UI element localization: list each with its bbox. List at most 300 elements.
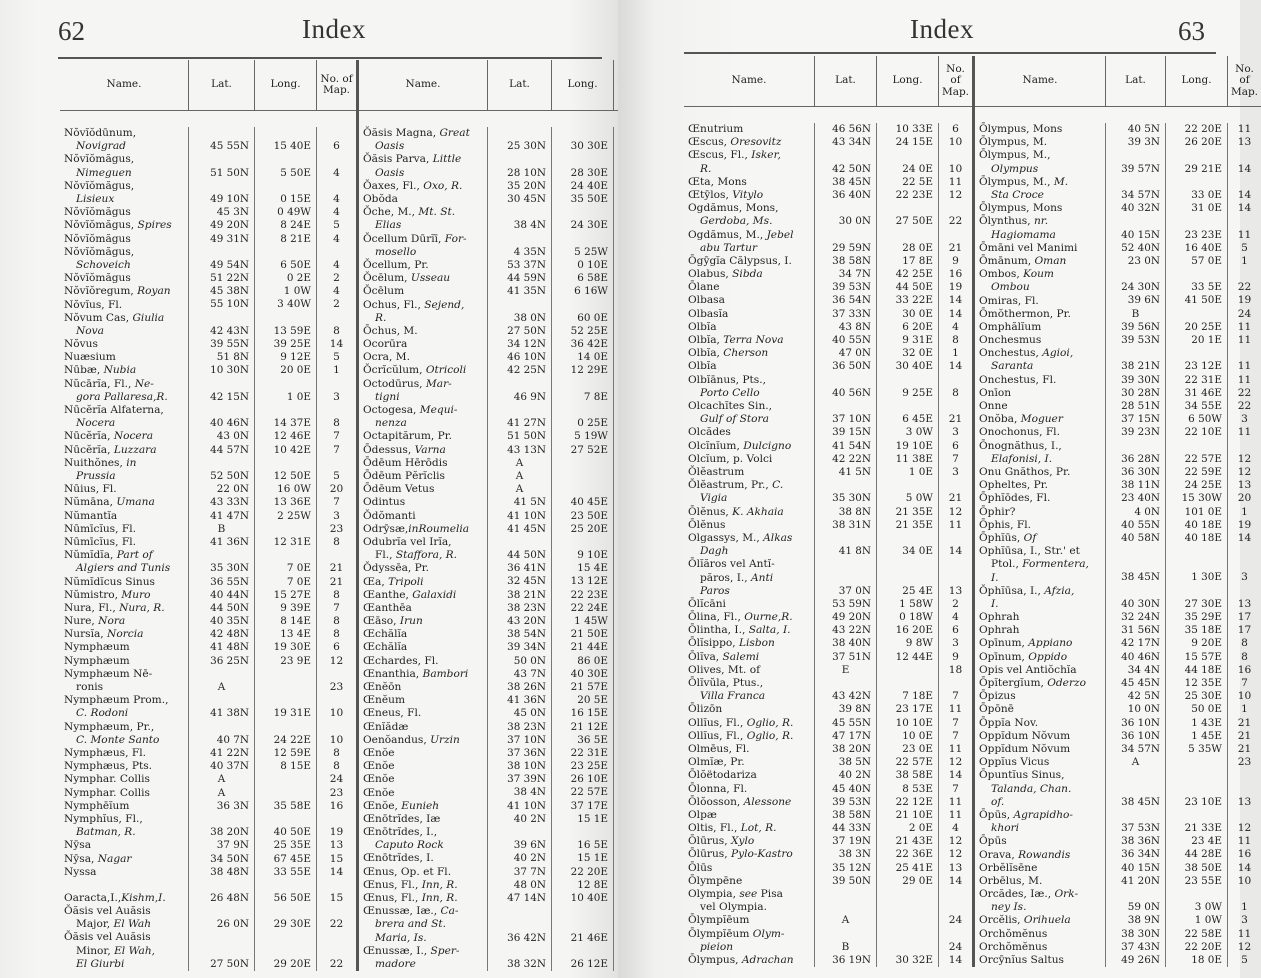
spacer xyxy=(189,879,254,892)
entry-name-line xyxy=(64,839,185,852)
entry-name-line xyxy=(64,787,185,800)
entry-name xyxy=(359,905,487,945)
entry-name xyxy=(684,308,814,321)
header-name: Name. xyxy=(1022,74,1058,87)
entry-name xyxy=(60,800,188,813)
ancient-name: Omiras, Fl. xyxy=(979,294,1039,307)
entry-lat: 51 50N xyxy=(210,166,249,179)
entry-name xyxy=(359,153,487,179)
page-title: Index xyxy=(910,14,974,44)
entry-name-line xyxy=(979,611,1102,624)
entry-name-line xyxy=(979,532,1102,545)
entry-lat: 42 25N xyxy=(507,364,546,377)
table-header xyxy=(684,56,972,107)
entry-name-line xyxy=(64,391,185,404)
entry-long xyxy=(1166,756,1227,769)
entry-name xyxy=(975,321,1105,334)
entry-long: 31 0E xyxy=(1191,202,1222,215)
entry-name-line xyxy=(979,189,1102,202)
entry-name-line xyxy=(363,694,484,707)
entry-lat: 37 15N xyxy=(1121,413,1160,426)
modern-name: Bambori xyxy=(422,667,469,680)
entry-lat: 38 23N xyxy=(507,720,546,733)
entry-name-line xyxy=(979,703,1102,716)
entry-lat: 39 34N xyxy=(507,641,546,654)
entry-long: 23 55E xyxy=(1184,874,1222,887)
entry-name-line xyxy=(979,769,1102,782)
ancient-name: Pisa xyxy=(757,888,783,901)
modern-name: Novigrad xyxy=(76,140,126,153)
entry-name xyxy=(975,651,1105,664)
entry-name xyxy=(359,760,487,773)
modern-name: gora Pallaresa,R. xyxy=(76,390,168,403)
entry-long: 2 25W xyxy=(277,509,311,522)
entry-lat: 43 8N xyxy=(838,320,871,333)
entry-map-number: 14 xyxy=(948,874,963,887)
entry-lat: 41 27N xyxy=(507,417,546,430)
entry-name-line xyxy=(363,219,484,232)
entry-long: 22 10E xyxy=(1184,426,1222,439)
entry-map-number: 7 xyxy=(952,716,959,729)
entry-lat: 38 3N xyxy=(838,848,871,861)
entry-name xyxy=(359,707,487,720)
lat-column xyxy=(814,123,876,967)
entry-map-number: 8 xyxy=(333,417,340,430)
ancient-name: Œa, xyxy=(363,575,389,588)
entry-lat: 32 24N xyxy=(1121,611,1160,624)
entry-name-line xyxy=(64,668,185,681)
ancient-name: Nūbæ, xyxy=(64,364,104,377)
entry-long: 22 5E xyxy=(902,175,933,188)
ancient-name: Nŭmantĭa xyxy=(64,509,118,522)
entry-lat xyxy=(815,888,876,914)
entry-long: 0 10E xyxy=(577,258,608,271)
ancient-name: Onchestus, Fl. xyxy=(979,373,1057,386)
entry-map-number: 3 xyxy=(952,637,959,650)
entry-name xyxy=(684,835,814,848)
ancient-name: Ōlympus, Mons xyxy=(979,202,1063,215)
entry-lat: 39 55N xyxy=(210,338,249,351)
entry-long: 23 12E xyxy=(1184,360,1222,373)
entry-long: 15 40E xyxy=(273,140,311,153)
modern-name: Lisbon xyxy=(738,637,775,650)
entry-long xyxy=(1166,308,1227,321)
modern-name: Prussia xyxy=(76,470,116,482)
entry-long xyxy=(255,787,316,800)
entry-name-line xyxy=(688,479,811,492)
entry-name-line xyxy=(64,312,185,325)
entry-name xyxy=(684,268,814,281)
header-long: Long. xyxy=(551,60,613,110)
entry-lat: 42 15N xyxy=(210,390,249,403)
entry-map-number: 10 xyxy=(329,733,344,746)
entry-map-number: 5 xyxy=(333,351,340,364)
entry-name xyxy=(684,809,814,822)
ancient-name: Ollĭus, Fl., xyxy=(688,729,747,742)
modern-name: Adrachan xyxy=(741,954,794,966)
modern-name: Tripoli xyxy=(388,575,424,588)
entry-lat: 50 0N xyxy=(513,654,546,667)
entry-name xyxy=(975,519,1105,532)
entry-name-line xyxy=(64,127,185,140)
entry-lat: 36 30N xyxy=(1121,465,1160,478)
map-column xyxy=(316,127,356,971)
entry-name xyxy=(60,773,188,786)
entry-lat: 46 56N xyxy=(832,122,871,135)
entry-long: 2 0E xyxy=(908,822,933,835)
entry-name-line xyxy=(64,338,185,351)
entry-name xyxy=(359,338,487,351)
entry-lat: 36 40N xyxy=(832,188,871,201)
modern-name: Alessone xyxy=(743,795,792,808)
ancient-name: Œscus, Fl., xyxy=(688,149,752,162)
entry-long: 10 33E xyxy=(895,122,933,135)
entry-lat: 40 58N xyxy=(1121,531,1160,544)
entry-map-number: 3 xyxy=(333,509,340,522)
entry-name xyxy=(60,536,188,549)
entry-name-line xyxy=(363,325,484,338)
entry-name-line xyxy=(979,136,1102,149)
entry-name xyxy=(359,655,487,668)
entry-name-line xyxy=(979,690,1102,703)
entry-map-number: 13 xyxy=(1237,795,1252,808)
entry-name xyxy=(60,496,188,509)
ancient-name: Nure, xyxy=(64,615,99,628)
ancient-name: Ophrah xyxy=(979,611,1020,624)
entry-map-number: 16 xyxy=(948,268,963,281)
modern-name: mosello xyxy=(375,245,417,258)
modern-name: R. xyxy=(375,311,387,324)
ancient-name: Onchesmus xyxy=(979,334,1042,347)
entry-long: 19 10E xyxy=(895,439,933,452)
ancient-name: Œāso, xyxy=(363,615,400,628)
map-column xyxy=(1227,123,1261,967)
entry-name xyxy=(975,479,1105,492)
entry-long: 6 20E xyxy=(902,320,933,333)
entry-lat: 29 59N xyxy=(832,241,871,254)
entry-name-line xyxy=(64,958,185,971)
entry-lat: 44 50N xyxy=(210,601,249,614)
ancient-name: Nymphæum, Pr., xyxy=(64,720,155,733)
ancient-name: Ōpūs, xyxy=(979,808,1014,821)
entry-name xyxy=(60,180,188,206)
entry-name-line xyxy=(363,813,484,826)
entry-map-number: 9 xyxy=(952,650,959,663)
entry-lat: 43 33N xyxy=(210,496,249,509)
entry-name xyxy=(359,285,487,298)
entry-map-number: 7 xyxy=(952,690,959,703)
ancient-name: Œanthēa xyxy=(363,601,412,614)
entry-long: 21 35E xyxy=(895,518,933,531)
entry-name-line xyxy=(64,364,185,377)
entry-name xyxy=(975,387,1105,400)
ancient-name: Ōpizus xyxy=(979,690,1016,703)
entry-map-number: 14 xyxy=(948,769,963,782)
ancient-name: Ptol., xyxy=(991,558,1023,571)
entry-name-line xyxy=(363,958,484,971)
entry-name xyxy=(359,628,487,641)
entry-name-line xyxy=(64,351,185,364)
entry-name-line xyxy=(363,602,484,615)
entry-lat: 4 35N xyxy=(513,245,546,258)
entry-long: 31 46E xyxy=(1184,386,1222,399)
entry-name-line xyxy=(979,677,1102,690)
ancient-name: Nūius, Fl. xyxy=(64,483,117,496)
ancient-name: Œnōtrĭdes, Iæ xyxy=(363,812,441,825)
entry-map-number: 23 xyxy=(1237,756,1252,769)
entry-lat: 39 57N xyxy=(1121,162,1160,175)
entry-name xyxy=(975,426,1105,439)
entry-lat: 35 20N xyxy=(507,179,546,192)
entry-name-line xyxy=(979,519,1102,532)
ancient-name: Ŏlĕastrum xyxy=(688,465,745,478)
entry-name-line xyxy=(363,140,484,153)
entry-name-line xyxy=(979,875,1102,888)
entry-map-number: 5 xyxy=(1241,241,1248,254)
entry-long: 21 43E xyxy=(895,835,933,848)
entry-name-line xyxy=(363,127,484,140)
index-column-1 xyxy=(684,56,972,967)
entry-lat: 39 8N xyxy=(838,703,871,716)
ancient-name: Opīnum, xyxy=(979,637,1029,650)
entry-map-number: 21 xyxy=(1237,729,1252,742)
entry-lat: 36 28N xyxy=(1121,452,1160,465)
entry-name xyxy=(975,585,1105,611)
entry-name-line xyxy=(363,668,484,681)
entry-name-line xyxy=(363,167,484,180)
entry-name xyxy=(359,233,487,259)
entry-long: 25 35E xyxy=(273,839,311,852)
entry-lat: 48 0N xyxy=(513,878,546,891)
entry-name-line xyxy=(363,299,484,312)
modern-name: Oman xyxy=(1034,254,1067,267)
ancient-name: Ōlina, Fl., xyxy=(688,611,745,624)
modern-name: Algiers and Tunis xyxy=(76,562,171,575)
entry-name xyxy=(60,364,188,377)
entry-name xyxy=(975,717,1105,730)
entry-name xyxy=(60,523,188,536)
entry-lat: 36 34N xyxy=(1121,848,1160,861)
entry-name-line xyxy=(979,426,1102,439)
entry-long: 8 14E xyxy=(280,615,311,628)
modern-name: Orihuela xyxy=(1023,914,1071,927)
entry-long: 28 0E xyxy=(902,241,933,254)
entry-name xyxy=(975,308,1105,321)
ancient-name: Orcĕlis, xyxy=(979,914,1024,927)
entry-name xyxy=(684,189,814,202)
index-column-2 xyxy=(356,60,653,971)
entry-long: 15 4E xyxy=(577,562,608,575)
entry-name-line xyxy=(64,272,185,285)
ancient-name: Oppĭdum Nŏvum xyxy=(979,729,1071,742)
entry-name-line xyxy=(363,721,484,734)
entry-name-line xyxy=(64,483,185,496)
entry-lat: 38 20N xyxy=(210,826,249,839)
entry-lat: A xyxy=(217,773,226,786)
entry-long xyxy=(255,668,316,694)
entry-name xyxy=(684,598,814,611)
entry-long: 24 0E xyxy=(902,162,933,175)
entry-name xyxy=(684,440,814,453)
entry-name-line xyxy=(64,470,185,483)
entry-name xyxy=(975,954,1105,967)
modern-name: khori xyxy=(991,822,1020,835)
ancient-name: Nymphæum xyxy=(64,641,130,654)
entry-name-line xyxy=(363,773,484,786)
entry-map-number: 20 xyxy=(329,483,344,496)
entry-name-line xyxy=(688,941,811,954)
entry-name xyxy=(975,888,1105,914)
entry-name xyxy=(359,721,487,734)
entry-long: 20 25E xyxy=(1184,320,1222,333)
entry-map-number: 9 xyxy=(952,254,959,267)
entry-lat: 39 23N xyxy=(1121,426,1160,439)
modern-name: ney Is. xyxy=(991,901,1027,914)
entry-name xyxy=(684,914,814,927)
header-long: Long. xyxy=(876,56,938,106)
ancient-name: Œnŏe xyxy=(363,786,395,799)
ancient-name: Nŭmāna, xyxy=(64,496,117,509)
entry-map-number: 3 xyxy=(1241,914,1248,927)
modern-name: Hagiomama xyxy=(991,228,1056,241)
entry-name xyxy=(684,466,814,479)
header-map: No. of Map. xyxy=(1227,56,1261,106)
ancient-name: Ōlympus, xyxy=(688,954,742,966)
entry-name-line xyxy=(979,466,1102,479)
entry-name-line xyxy=(979,941,1102,954)
ancient-name: Ōdēum Vetus xyxy=(363,483,435,496)
entry-lat: 38 21N xyxy=(507,588,546,601)
entry-map-number: 12 xyxy=(948,756,963,769)
entry-lat: 38 58N xyxy=(832,254,871,267)
entry-long: 5 0W xyxy=(905,492,933,505)
entry-map-number: 12 xyxy=(1237,465,1252,478)
entry-name xyxy=(60,549,188,575)
entry-map-number: 18 xyxy=(948,663,963,676)
entry-name xyxy=(60,931,188,971)
modern-name: Formentera, xyxy=(1022,558,1089,571)
modern-name: in xyxy=(126,456,137,469)
entry-name-line xyxy=(979,717,1102,730)
entry-name-line xyxy=(688,901,811,914)
ancient-name: Nuæsium xyxy=(64,351,116,364)
entry-map-number: 3 xyxy=(952,426,959,439)
ancient-name: Ōmānum, xyxy=(979,254,1035,267)
entry-long: 22 20E xyxy=(1184,122,1222,135)
entry-map-number: 22 xyxy=(329,957,344,970)
entry-name xyxy=(975,809,1105,835)
entry-long: 40 18E xyxy=(1184,531,1222,544)
entry-lat: 37 0N xyxy=(838,584,871,597)
entry-name-line xyxy=(688,637,811,650)
ancient-name: Nuithŏnes, xyxy=(64,456,127,469)
entry-name-line xyxy=(64,945,185,958)
entry-map-number: 8 xyxy=(952,386,959,399)
entry-lat: 42 43N xyxy=(210,324,249,337)
entry-long: 33 0E xyxy=(1191,188,1222,201)
entry-long: 15 30W xyxy=(1181,492,1222,505)
entry-lat: 27 50N xyxy=(210,957,249,970)
entry-name-line xyxy=(688,163,811,176)
modern-name: Ombou xyxy=(991,281,1030,294)
modern-name: Great xyxy=(439,127,470,139)
long-column xyxy=(551,127,613,971)
entry-name xyxy=(975,862,1105,875)
entry-name xyxy=(975,466,1105,479)
entry-name xyxy=(684,255,814,268)
ancient-name: Ŏăsis vel Auăsis xyxy=(64,905,151,918)
entry-name xyxy=(975,914,1105,927)
ancient-name: Œanthe, xyxy=(363,588,413,601)
ancient-name: Olmĭæ, Pr. xyxy=(688,756,745,769)
entry-name xyxy=(684,479,814,505)
modern-name: Paros xyxy=(700,584,730,597)
name-column xyxy=(684,123,814,967)
entry-long: 12 8E xyxy=(577,878,608,891)
modern-name: Otricoli xyxy=(425,364,467,377)
entry-name-line xyxy=(979,743,1102,756)
ancient-name: Ŏaxes, Fl., xyxy=(363,179,424,192)
long-column xyxy=(1165,123,1227,967)
entry-name xyxy=(60,444,188,457)
entry-name xyxy=(684,176,814,189)
entry-name xyxy=(60,378,188,404)
ancient-name: Œnōtrĭdes, I. xyxy=(363,852,434,865)
ancient-name: Onu Gnăthos, Pr. xyxy=(979,465,1071,478)
entry-map-number: 24 xyxy=(948,914,963,927)
modern-name: Olympus xyxy=(991,162,1039,175)
modern-name: Mequi- xyxy=(419,404,458,417)
entry-name xyxy=(60,866,188,879)
entry-name xyxy=(359,364,487,377)
entry-long: 21 12E xyxy=(570,720,608,733)
ancient-name: Ophrah xyxy=(979,624,1020,637)
modern-name: Nagar xyxy=(97,852,132,865)
entry-name-line xyxy=(688,572,811,585)
entry-name xyxy=(60,760,188,773)
entry-long: 9 20E xyxy=(1191,637,1222,650)
ancient-name: Œnŏe xyxy=(363,773,395,786)
modern-name: Eunieh xyxy=(401,799,440,812)
ancient-name: Œnĭădæ xyxy=(363,720,409,733)
entry-long: 25 41E xyxy=(895,861,933,874)
entry-name xyxy=(359,299,487,325)
entry-name-line xyxy=(64,259,185,272)
entry-map-number: 6 xyxy=(952,624,959,637)
entry-name xyxy=(359,747,487,760)
entry-name-line xyxy=(64,378,185,391)
ancient-name: Nŭcārĭa, Fl., xyxy=(64,377,135,390)
header-lat: Lat. xyxy=(814,56,876,106)
modern-name: C. Monte Santo xyxy=(76,733,160,746)
entry-long xyxy=(255,773,316,786)
entry-long: 23 50E xyxy=(570,509,608,522)
header-map: No. of Map. xyxy=(316,60,356,110)
ancient-name: Ōlŏosson, xyxy=(688,795,744,808)
entry-name-line xyxy=(979,295,1102,308)
entry-lat: 38 10N xyxy=(507,760,546,773)
entry-name xyxy=(684,426,814,439)
entry-name xyxy=(359,206,487,232)
entry-lat: 52 50N xyxy=(210,469,249,482)
entry-map-number: 1 xyxy=(333,364,340,377)
entry-name xyxy=(60,272,188,285)
lat-column xyxy=(487,127,551,971)
entry-lat: 39 3N xyxy=(1127,136,1160,149)
entry-lat: 41 36N xyxy=(210,535,249,548)
entry-lat: 39 15N xyxy=(832,426,871,439)
modern-name: Villa Franca xyxy=(700,690,766,703)
